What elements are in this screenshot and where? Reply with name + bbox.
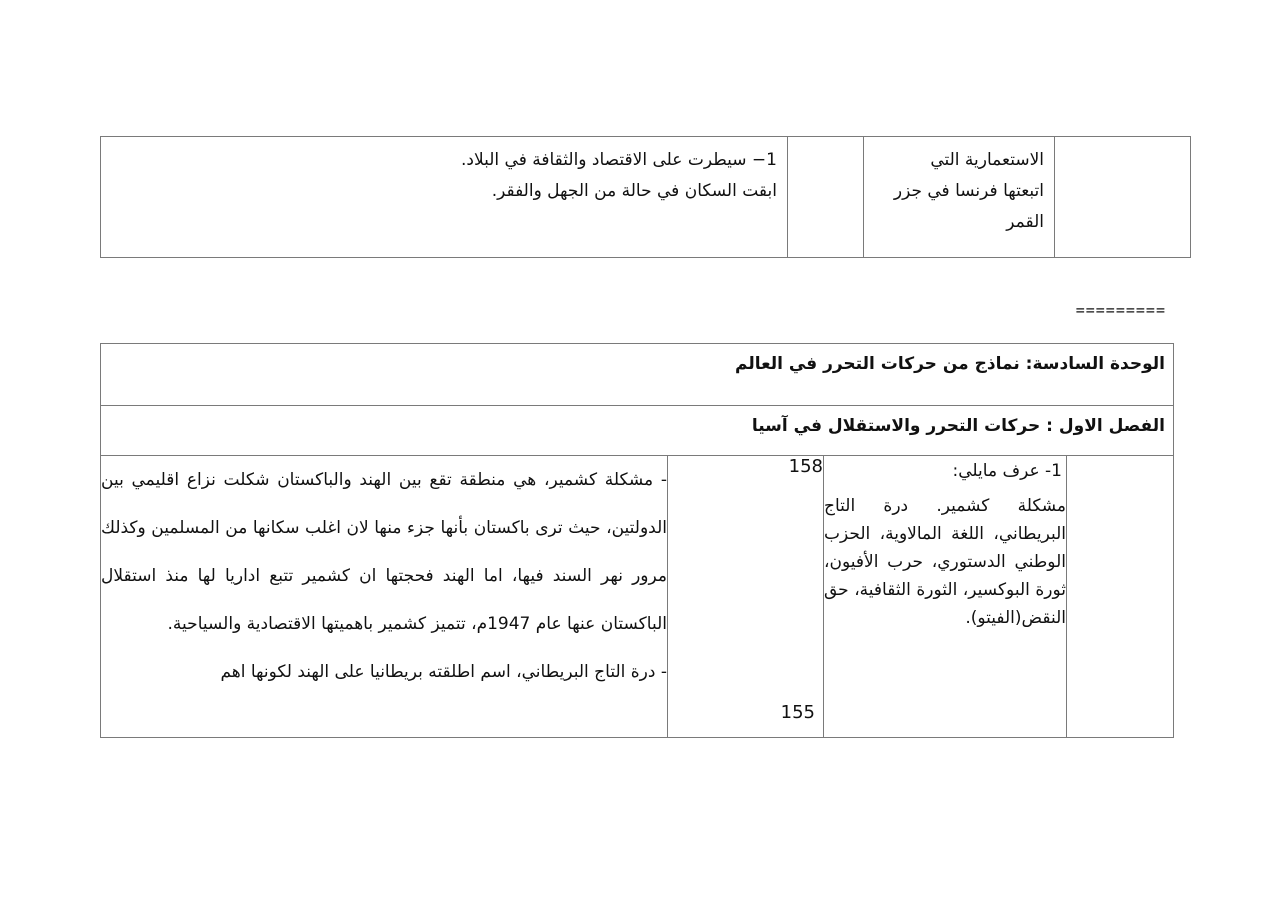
empty-cell (1055, 137, 1191, 258)
chapter-heading: الفصل الاول : حركات التحرر والاستقلال في آسيا (101, 406, 1174, 456)
separator-line: ========= (1075, 301, 1166, 319)
topic-line: القمر (1006, 212, 1044, 232)
content-cell (101, 137, 788, 258)
topic-line: اتبعتها فرنسا في جزر (893, 181, 1044, 201)
answer-paragraph: - درة التاج البريطاني، اسم اطلقته بريطانيا على الهند لكونها اهم (220, 662, 667, 682)
page-number: 158 (788, 456, 823, 477)
table-row (101, 406, 1174, 456)
unit-heading: الوحدة السادسة: نماذج من حركات التحرر في العالم (101, 344, 1174, 406)
topic-line: الاستعمارية التي (930, 150, 1044, 170)
unit-table (100, 343, 1174, 738)
table-row (101, 344, 1174, 406)
empty-cell (1067, 456, 1174, 738)
question-cell (824, 456, 1067, 738)
page-number: 155 (780, 702, 815, 723)
topic-cell (864, 137, 1055, 258)
answer-cell (101, 456, 668, 738)
content-line: ابقت السكان في حالة من الجهل والفقر. (491, 181, 777, 201)
table-row (101, 137, 1191, 258)
answer-paragraph: - مشكلة كشمير، هي منطقة تقع بين الهند والباكستان شكلت نزاع اقليمي بين الدولتين، حيث ترى باكستان بأنها جزء منها لان اغلب سكانها من المسلمين وكذلك مرور نهر السند فيها، اما الهند فحجتها ان كشمير تتبع اداريا لها منذ استقلال الباكستان عنها عام 1947م، تتميز كشمير باهميتها الاقتصادية والسياحية. (101, 470, 667, 634)
page-cell (668, 456, 824, 738)
empty-cell (788, 137, 864, 258)
table-row (101, 456, 1174, 738)
question-title: 1- عرف مايلي: (952, 461, 1062, 481)
content-line: 1− سيطرت على الاقتصاد والثقافة في البلاد. (460, 150, 777, 170)
question-terms: مشكلة كشمير. درة التاج البريطاني، اللغة المالاوية، الحزب الوطني الدستوري، حرب الأفيون، ثورة البوكسير، الثورة الثقافية، حق النقض(الفيتو). (824, 496, 1066, 628)
previous-answers-table (100, 136, 1191, 258)
